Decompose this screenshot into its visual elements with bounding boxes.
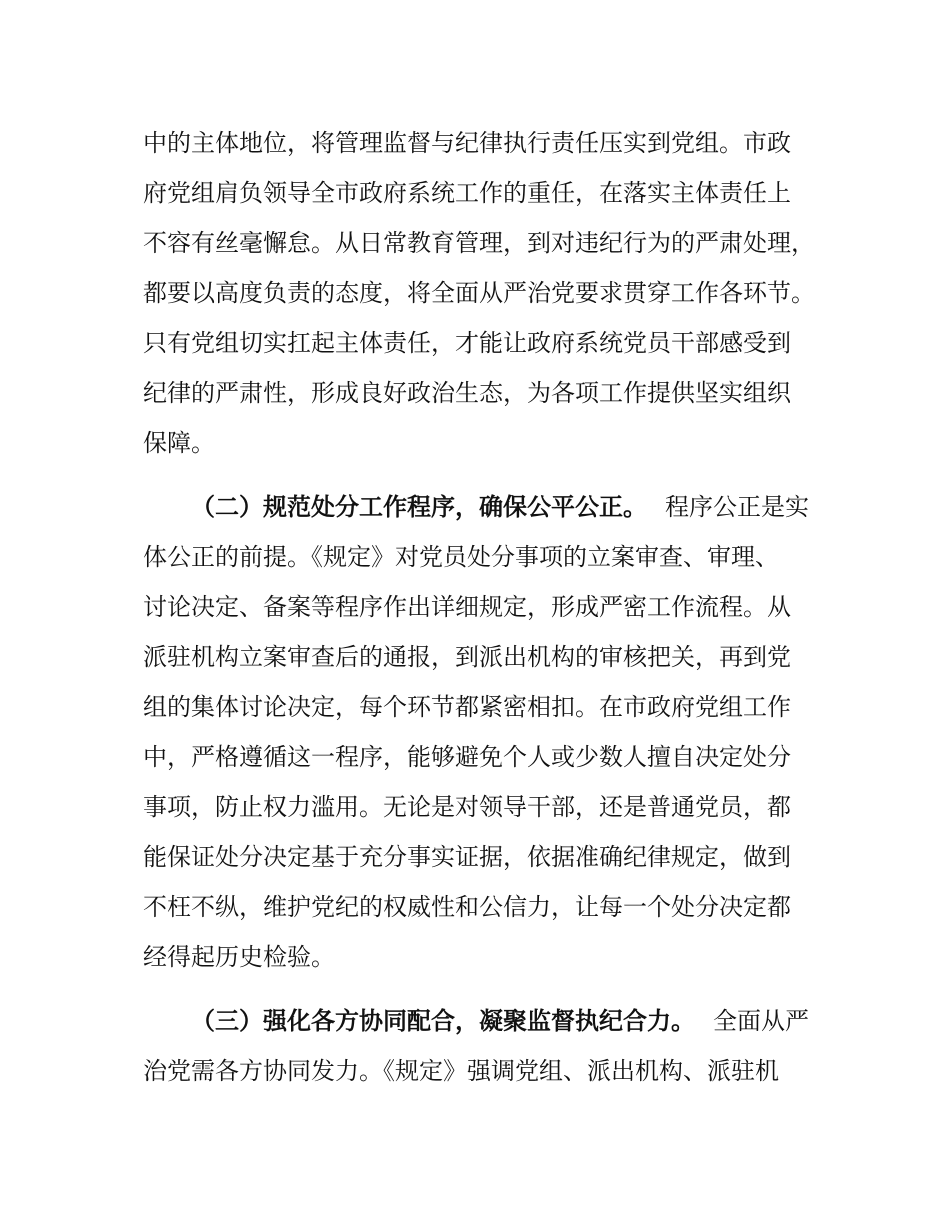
paragraph-1-line: 都要以高度负责的态度，将全面从严治党要求贯穿工作各环节。 <box>143 279 815 307</box>
paragraph-1-line: 纪律的严肃性，形成良好政治生态，为各项工作提供坚实组织 <box>143 379 791 407</box>
paragraph-2-first-line: （二）规范处分工作程序，确保公平公正。 程序公正是实 <box>0 482 950 532</box>
paragraph-2-line: 派驻机构立案审查后的通报，到派出机构的审核把关，再到党 <box>143 643 791 671</box>
paragraph-2-line: 中，严格遵循这一程序，能够避免个人或少数人擅自决定处分 <box>143 743 791 771</box>
paragraph-2-line: 不枉不纵，维护党纪的权威性和公信力，让每一个处分决定都 <box>143 893 791 921</box>
paragraph-3-first-line: （三）强化各方协同配合，凝聚监督执纪合力。 全面从严 <box>0 996 950 1046</box>
section-heading-2: （二）规范处分工作程序，确保公平公正。 <box>191 493 647 521</box>
paragraph-1-line: 中的主体地位，将管理监督与纪律执行责任压实到党组。市政 <box>143 129 791 157</box>
paragraph-3-line: 治党需各方协同发力。《规定》强调党组、派出机构、派驻机 <box>143 1057 779 1085</box>
paragraph-1-line: 保障。 <box>143 429 215 457</box>
paragraph-2-line: 经得起历史检验。 <box>143 943 335 971</box>
paragraph-2-line: 事项，防止权力滥用。无论是对领导干部，还是普通党员，都 <box>143 793 791 821</box>
paragraph-1-line: 府党组肩负领导全市政府系统工作的重任，在落实主体责任上 <box>143 179 791 207</box>
paragraph-2-line: 讨论决定、备案等程序作出详细规定，形成严密工作流程。从 <box>143 593 791 621</box>
paragraph-2-line: 能保证处分决定基于充分事实证据，依据准确纪律规定，做到 <box>143 843 791 871</box>
paragraph-1-line: 不容有丝毫懈怠。从日常教育管理，到对违纪行为的严肃处理， <box>143 229 815 257</box>
paragraph-2-line: 体公正的前提。《规定》对党员处分事项的立案审查、审理、 <box>143 543 779 571</box>
paragraph-1-line: 只有党组切实扛起主体责任，才能让政府系统党员干部感受到 <box>143 329 791 357</box>
section-heading-3: （三）强化各方协同配合，凝聚监督执纪合力。 <box>191 1007 695 1035</box>
paragraph-2-line: 组的集体讨论决定，每个环节都紧密相扣。在市政府党组工作 <box>143 693 791 721</box>
